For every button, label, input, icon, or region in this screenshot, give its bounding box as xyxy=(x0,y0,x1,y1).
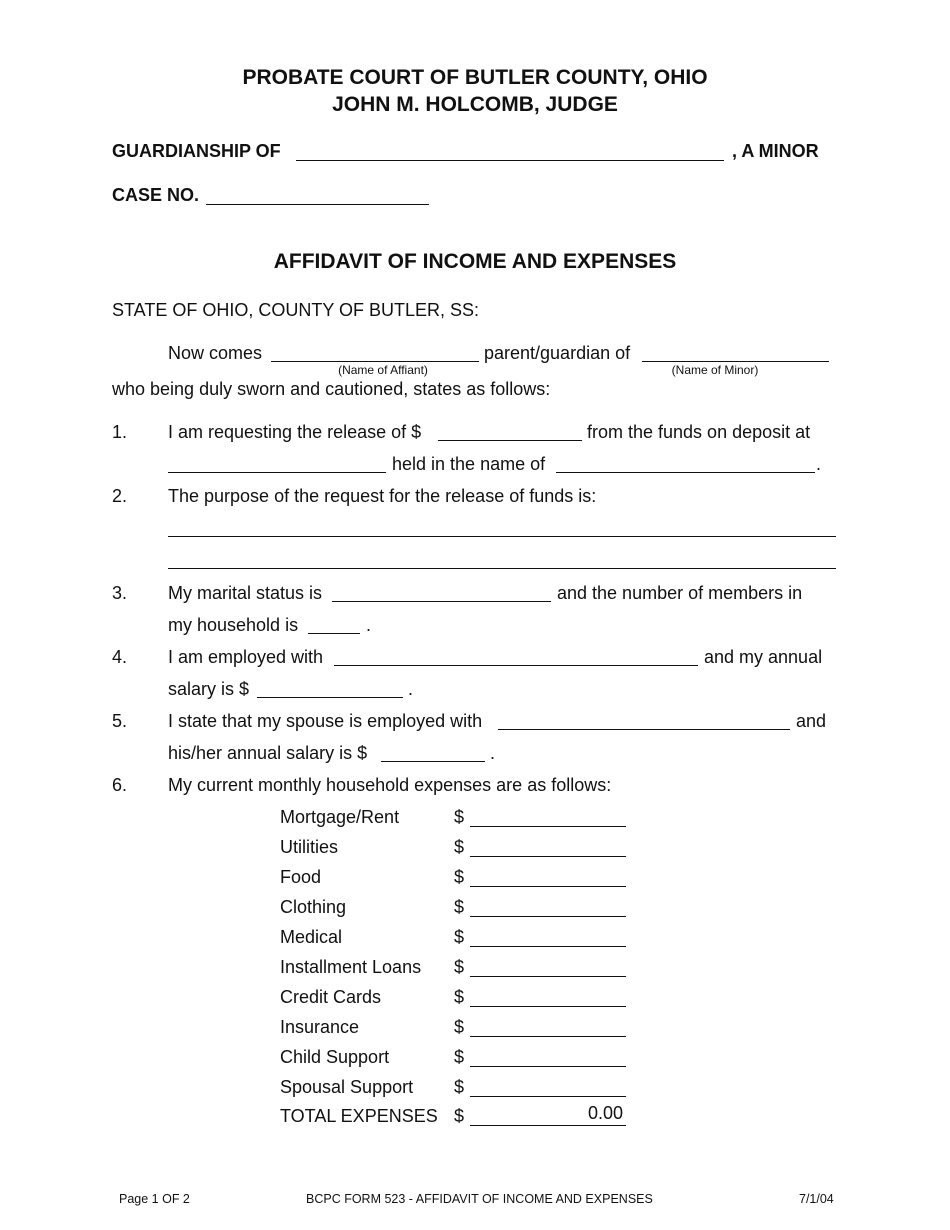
dollar-sign: $ xyxy=(454,1077,465,1097)
dollar-sign: $ xyxy=(454,987,465,1007)
total-expenses-value: 0.00 xyxy=(587,1103,623,1123)
expense-label: Child Support xyxy=(280,1047,390,1067)
expense-amount-field[interactable] xyxy=(470,946,626,947)
expense-amount-field[interactable] xyxy=(470,916,626,917)
a-minor-label: , A MINOR xyxy=(732,141,819,161)
item-3-text-c: my household is xyxy=(168,615,299,635)
footer-date: 7/1/04 xyxy=(799,1192,834,1206)
dollar-sign: $ xyxy=(454,927,465,947)
total-expenses-label: TOTAL EXPENSES xyxy=(280,1106,438,1126)
total-expenses-field[interactable] xyxy=(470,1125,626,1126)
footer-form: BCPC FORM 523 - AFFIDAVIT OF INCOME AND EXPENSES xyxy=(306,1192,653,1206)
dollar-sign: $ xyxy=(454,1047,465,1067)
affiant-caption: (Name of Affiant) xyxy=(338,363,428,377)
item-5-text-a: I state that my spouse is employed with xyxy=(168,711,483,731)
case-no-field[interactable] xyxy=(206,204,429,205)
expense-label: Mortgage/Rent xyxy=(280,807,400,827)
expense-amount-field[interactable] xyxy=(470,1096,626,1097)
employer-field[interactable] xyxy=(334,665,698,666)
expense-label: Food xyxy=(280,867,322,887)
expense-label: Spousal Support xyxy=(280,1077,414,1097)
now-comes-text: Now comes xyxy=(168,343,263,363)
venue: STATE OF OHIO, COUNTY OF BUTLER, SS: xyxy=(112,300,480,320)
minor-caption: (Name of Minor) xyxy=(671,363,759,377)
item-6-number: 6. xyxy=(112,775,128,795)
item-5-text-b: and xyxy=(796,711,827,731)
minor-name-field[interactable] xyxy=(296,160,724,161)
expense-label: Credit Cards xyxy=(280,987,382,1007)
minor-name-field-2[interactable] xyxy=(642,361,829,362)
expense-label: Clothing xyxy=(280,897,347,917)
item-1-period: . xyxy=(816,454,822,474)
item-5-number: 5. xyxy=(112,711,128,731)
spouse-employer-field[interactable] xyxy=(498,729,790,730)
dollar-sign: $ xyxy=(454,957,465,977)
deposit-institution-field[interactable] xyxy=(168,472,386,473)
purpose-line-1[interactable] xyxy=(168,536,836,537)
form-title: AFFIDAVIT OF INCOME AND EXPENSES xyxy=(273,250,677,273)
expense-label: Installment Loans xyxy=(280,957,422,977)
spouse-salary-field[interactable] xyxy=(381,761,485,762)
sworn-text: who being duly sworn and cautioned, states as follows: xyxy=(112,379,551,399)
salary-field[interactable] xyxy=(257,697,403,698)
item-4-text-c: salary is $ xyxy=(168,679,250,699)
item-3-period: . xyxy=(366,615,372,635)
expense-amount-field[interactable] xyxy=(470,1006,626,1007)
item-3-text-a: My marital status is xyxy=(168,583,323,603)
item-4-text-a: I am employed with xyxy=(168,647,324,667)
item-3-text-b: and the number of members in xyxy=(557,583,803,603)
purpose-line-2[interactable] xyxy=(168,568,836,569)
item-2-text: The purpose of the request for the release of funds is: xyxy=(168,486,597,506)
expense-amount-field[interactable] xyxy=(470,976,626,977)
dollar-sign: $ xyxy=(454,867,465,887)
item-1-text-a: I am requesting the release of $ xyxy=(168,422,422,442)
dollar-sign: $ xyxy=(454,1106,465,1126)
expense-amount-field[interactable] xyxy=(470,1036,626,1037)
item-4-text-b: and my annual xyxy=(704,647,823,667)
expense-amount-field[interactable] xyxy=(470,1066,626,1067)
release-amount-field[interactable] xyxy=(438,440,582,441)
expense-label: Utilities xyxy=(280,837,339,857)
case-no-label: CASE NO. xyxy=(112,185,200,205)
item-1-text-b: from the funds on deposit at xyxy=(587,422,811,442)
dollar-sign: $ xyxy=(454,807,465,827)
item-3-number: 3. xyxy=(112,583,128,603)
item-5-period: . xyxy=(490,743,496,763)
affiant-name-field[interactable] xyxy=(271,361,479,362)
item-1-number: 1. xyxy=(112,422,128,442)
expense-amount-field[interactable] xyxy=(470,886,626,887)
guardianship-label: GUARDIANSHIP OF xyxy=(112,141,281,161)
item-1-text-c: held in the name of xyxy=(392,454,546,474)
dollar-sign: $ xyxy=(454,837,465,857)
item-2-number: 2. xyxy=(112,486,128,506)
expense-label: Medical xyxy=(280,927,343,947)
expense-amount-field[interactable] xyxy=(470,856,626,857)
marital-status-field[interactable] xyxy=(332,601,551,602)
court-name: PROBATE COURT OF BUTLER COUNTY, OHIO xyxy=(242,66,708,89)
dollar-sign: $ xyxy=(454,897,465,917)
dollar-sign: $ xyxy=(454,1017,465,1037)
footer-page: Page 1 OF 2 xyxy=(119,1192,190,1206)
parent-guardian-text: parent/guardian of xyxy=(484,343,631,363)
judge-name: JOHN M. HOLCOMB, JUDGE xyxy=(332,93,618,116)
item-6-text: My current monthly household expenses are as follows: xyxy=(168,775,612,795)
item-5-text-c: his/her annual salary is $ xyxy=(168,743,368,763)
account-name-field[interactable] xyxy=(556,472,815,473)
expense-label: Insurance xyxy=(280,1017,360,1037)
expense-amount-field[interactable] xyxy=(470,826,626,827)
item-4-period: . xyxy=(408,679,414,699)
item-4-number: 4. xyxy=(112,647,128,667)
household-size-field[interactable] xyxy=(308,633,360,634)
